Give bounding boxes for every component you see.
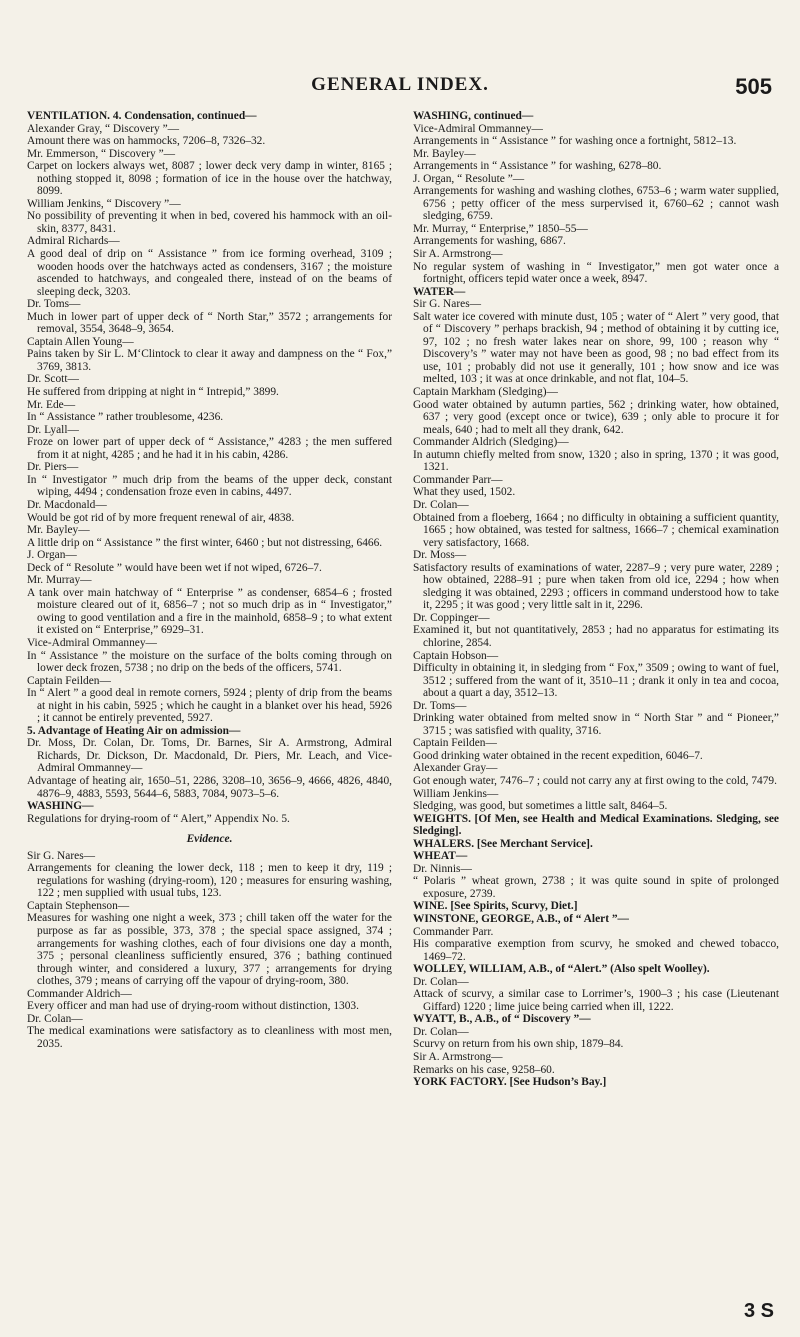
index-entry: Sledging, was good, but sometimes a little salt, 8464–5. <box>413 800 668 813</box>
index-witness: Dr. Toms— <box>413 699 467 712</box>
page-title: GENERAL INDEX. <box>311 74 489 95</box>
index-entry: Would be got rid of by more frequent renewal of air, 4838. <box>27 511 295 524</box>
index-witness: Dr. Colan— <box>413 975 469 988</box>
index-entry: Arrangements for cleaning the lower deck, 118 ; men to keep it dry, 119 ; regulations for washing (drying-room), 120 ; measures for ensuring washing, 122 ; men supplied with usual tubs, 123. <box>27 862 392 900</box>
index-entry: A good deal of drip on “ Assistance ” from ice forming overhead, 3109 ; wooden hoods over the hatchways acted as condensers, 3167 ; the moisture ascended to hatchways, and congealed there, instead of on the beams of sleeping deck, 3203. <box>27 248 392 298</box>
index-entry: The medical examinations were satisfactory as to cleanliness with most men, 2035. <box>27 1025 392 1050</box>
index-entry: Dr. Moss, Dr. Colan, Dr. Toms, Dr. Barnes, Sir A. Armstrong, Admiral Richards, Dr. Dickson, Dr. Macdonald, Dr. Piers, Mr. Leach, and Vice-Admiral Ommanney— <box>27 737 392 775</box>
left-column <box>27 110 392 1050</box>
index-witness: Dr. Scott— <box>27 373 79 386</box>
page-number: 505 <box>735 74 772 99</box>
index-entry: A tank over main hatchway of “ Enterprise ” as condenser, 6854–6 ; frosted moisture cleared out of it, 6856–7 ; not so much drip as in “ Investigator,” owing to good ventilation and a fire in the mainhold, 6858–9 ; to what extent it existed on “ Enterprise,” 6929–31. <box>27 586 392 637</box>
index-entry: He suffered from dripping at night in “ Intrepid,” 3899. <box>27 386 279 399</box>
index-witness: Captain Markham (Sledging)— <box>413 386 558 399</box>
index-witness: Sir G. Nares— <box>413 298 482 311</box>
index-heading: WYATT, B., A.B., of “ Discovery ”— <box>413 1013 591 1026</box>
index-heading: WASHING, continued— <box>413 110 534 122</box>
index-witness: Dr. Colan— <box>413 498 469 511</box>
index-witness: Mr. Emmerson, “ Discovery ”— <box>27 147 176 160</box>
index-witness: Dr. Toms— <box>27 298 81 311</box>
index-witness: Mr. Murray— <box>27 574 92 587</box>
index-subheading: 5. Advantage of Heating Air on admission— <box>27 724 241 737</box>
index-heading: VENTILATION. 4. Condensation, continued— <box>27 110 257 122</box>
index-entry: Pains taken by Sir L. M‘Clintock to clear it away and dampness on the “ Fox,” 3769, 3813. <box>27 348 392 373</box>
index-entry: Froze on lower part of upper deck of “ Assistance,” 4283 ; the men suffered from it at night, 4285 ; and he had it in his cabin, 4286. <box>27 436 392 461</box>
index-entry: Obtained from a floeberg, 1664 ; no difficulty in obtaining a sufficient quantity, 1665 ; how obtained, was tested for saltness, 1666–7 ; chemical examination very satisfactory, 1668. <box>413 511 779 549</box>
index-entry: In “ Assistance ” the moisture on the surface of the bolts coming through on lower deck frozen, 5738 ; no drip on the beds of the officers, 5741. <box>27 649 392 675</box>
index-entry: In “ Assistance ” rather troublesome, 4236. <box>27 411 224 424</box>
index-entry: Good water obtained by autumn parties, 562 ; drinking water, how obtained, 637 ; very good (except once or twice), 639 ; only able to procure it for meals, 640 ; had to melt all they drank, 642. <box>413 398 779 436</box>
index-entry: Salt water ice covered with minute dust, 105 ; water of “ Alert ” very good, that of “ Discovery ” perhaps brackish, 94 ; method of obtaining it by cutting ice, 97, 102 ; no fresh water lakes near on shore, 99, 100 ; reason why “ Discovery’s ” water may not have been as good, 98 ; no bad effect from its use, 101 ; probably did not use it generally, 101 ; how snow and ice was melted, 103 ; it was at once drinkable, and not flat, 104–5. <box>413 310 779 386</box>
index-entry: Regulations for drying-room of “ Alert,” Appendix No. 5. <box>27 812 290 825</box>
index-entry: Drinking water obtained from melted snow in “ North Star ” and “ Pioneer,” 3715 ; was satisfied with quality, 3716. <box>413 712 779 737</box>
index-entry: Deck of “ Resolute ” would have been wet if not wiped, 6726–7. <box>27 561 322 574</box>
index-entry: Scurvy on return from his own ship, 1879–84. <box>413 1038 624 1051</box>
index-witness: Dr. Macdonald— <box>27 498 107 511</box>
index-heading: WHALERS. [See Merchant Service]. <box>413 837 593 850</box>
index-witness: Commander Parr— <box>413 473 503 486</box>
index-entry: Arrangements in “ Assistance ” for washing once a fortnight, 5812–13. <box>413 135 737 148</box>
index-entry: Satisfactory results of examinations of water, 2287–9 ; very pure water, 2289 ; how obtained, 2288–91 ; pure when taken from old ice, 2294 ; how when sledging it was obtained, 2293 ; officers in command understood how to take it, 2295 ; it was good ; very little salt in it, 2296. <box>413 561 779 612</box>
index-entry: What they used, 1502. <box>413 486 516 499</box>
index-entry: No regular system of washing in “ Investigator,” men got water once a fortnight, officers tepid water once a week, 8947. <box>413 260 779 286</box>
index-heading: WINE. [See Spirits, Scurvy, Diet.] <box>413 900 578 913</box>
index-entry: Attack of scurvy, a similar case to Lorrimer’s, 1900–3 ; his case (Lieutenant Giffard) 1220 ; lime juice being carried when ill, 1222. <box>413 988 779 1013</box>
index-entry: Much in lower part of upper deck of “ North Star,” 3572 ; arrangements for removal, 3554, 3648–9, 3654. <box>27 310 392 336</box>
index-heading: WHEAT— <box>413 850 468 863</box>
index-witness: Captain Hobson— <box>413 649 499 662</box>
index-witness: Commander Parr. <box>413 925 494 938</box>
right-column <box>413 110 779 1089</box>
index-witness: Dr. Ninnis— <box>413 862 472 875</box>
index-entry: Arrangements for washing, 6867. <box>413 235 566 248</box>
index-witness: Dr. Lyall— <box>27 423 79 436</box>
index-witness: Dr. Coppinger— <box>413 611 490 624</box>
running-head <box>0 74 800 98</box>
index-entry: Every officer and man had use of drying-room without distinction, 1303. <box>27 1000 359 1013</box>
index-witness: J. Organ— <box>27 549 77 562</box>
index-witness: Mr. Bayley— <box>27 524 90 537</box>
index-entry: Advantage of heating air, 1650–51, 2286, 3208–10, 3656–9, 4666, 4826, 4840, 4876–9, 4883, 5593, 5644–6, 5883, 7084, 9073–5–6. <box>27 774 392 800</box>
index-entry: Got enough water, 7476–7 ; could not carry any at first owing to the cold, 7479. <box>413 774 777 787</box>
index-witness: Dr. Piers— <box>27 461 79 474</box>
index-heading: WATER— <box>413 285 466 298</box>
index-entry: Measures for washing one night a week, 373 ; chill taken off the water for the purpose as far as possible, 373, 378 ; the special space assigned, 374 ; arrangements for washing clothes, each of four divisions one day a month, 375 ; personal cleanliness sufficiently ensured, 376 ; bathing continued through winter, and considered a luxury, 377 ; arrangements for drying clothes, 379 ; means of carrying off the vapour of drying-room, 380. <box>27 912 392 988</box>
index-entry: A little drip on “ Assistance ” the first winter, 6460 ; but not distressing, 6466. <box>27 536 383 549</box>
index-witness: Dr. Moss— <box>413 549 467 562</box>
index-witness: Dr. Colan— <box>413 1025 469 1038</box>
index-witness: Sir A. Armstrong— <box>413 248 503 261</box>
index-heading: WOLLEY, WILLIAM, A.B., of “Alert.” (Also spelt Woolley). <box>413 963 710 976</box>
index-witness: Captain Feilden— <box>413 737 497 750</box>
index-witness: J. Organ, “ Resolute ”— <box>413 172 525 185</box>
index-entry: In “ Investigator ” much drip from the beams of the upper deck, constant wiping, 4494 ; condensation froze even in cabins, 4497. <box>27 473 392 499</box>
index-witness: Commander Aldrich (Sledging)— <box>413 436 569 449</box>
index-entry: Carpet on lockers always wet, 8087 ; lower deck very damp in winter, 8165 ; nothing stopped it, 8098 ; formation of ice in the house over the hatchway, 8099. <box>27 160 392 198</box>
index-heading: WEIGHTS. [Of Men, see Health and Medical Examinations. Sledging, see Sledging]. <box>413 812 779 838</box>
index-entry: Examined it, but not quantitatively, 2853 ; had no apparatus for estimating its chlorine, 2854. <box>413 624 779 649</box>
index-witness: Dr. Colan— <box>27 1012 83 1025</box>
index-heading: YORK FACTORY. [See Hudson’s Bay.] <box>413 1076 607 1089</box>
index-witness: Alexander Gray— <box>413 762 498 775</box>
index-entry: Arrangements for washing and washing clothes, 6753–6 ; warm water supplied, 6756 ; petty officer of the mess surpervised it, 6760–62 ; cannot wash sledging, 6759. <box>413 185 779 223</box>
section-label: Evidence. <box>186 833 233 846</box>
index-witness: William Jenkins— <box>413 787 499 800</box>
index-witness: Mr. Ede— <box>27 398 76 411</box>
index-entry: Remarks on his case, 9258–60. <box>413 1063 555 1076</box>
index-entry: Good drinking water obtained in the recent expedition, 6046–7. <box>413 749 703 762</box>
index-witness: Sir G. Nares— <box>27 849 96 862</box>
index-witness: Admiral Richards— <box>27 235 120 248</box>
index-entry: In autumn chiefly melted from snow, 1320 ; also in spring, 1370 ; it was good, 1321. <box>413 448 779 474</box>
index-witness: Alexander Gray, “ Discovery ”— <box>27 122 180 135</box>
index-entry: In “ Alert ” a good deal in remote corners, 5924 ; plenty of drip from the beams at night in his cabin, 5925 ; which he caught in a blanket over his head, 5926 ; it cannot be entirely prevented, 5927. <box>27 687 392 725</box>
index-witness: Captain Allen Young— <box>27 335 134 348</box>
signature-mark: 3 S <box>744 1300 775 1322</box>
index-heading: WASHING— <box>27 800 94 813</box>
index-witness: Captain Feilden— <box>27 674 111 687</box>
index-witness: Commander Aldrich— <box>27 987 132 1000</box>
index-entry: Difficulty in obtaining it, in sledging from “ Fox,” 3509 ; owing to want of fuel, 3512 ; suffered from the want of it, 3510–11 ; drank it only in tea and cocoa, about a quart a day, 3512–13. <box>413 662 779 700</box>
index-witness: William Jenkins, “ Discovery ”— <box>27 197 181 210</box>
index-witness: Mr. Murray, “ Enterprise,” 1850–55— <box>413 222 588 235</box>
index-entry: Amount there was on hammocks, 7206–8, 7326–32. <box>27 135 266 148</box>
index-witness: Captain Stephenson— <box>27 899 130 912</box>
index-entry: “ Polaris ” wheat grown, 2738 ; it was quite sound in spite of prolonged exposure, 2739. <box>413 875 779 900</box>
index-witness: Vice-Admiral Ommanney— <box>413 122 543 135</box>
index-heading: WINSTONE, GEORGE, A.B., of “ Alert ”— <box>413 913 629 925</box>
index-witness: Sir A. Armstrong— <box>413 1051 503 1064</box>
index-entry: No possibility of preventing it when in bed, covered his hammock with an oil-skin, 8377, 8431. <box>27 210 392 235</box>
index-entry: Arrangements in “ Assistance ” for washing, 6278–80. <box>413 160 662 173</box>
index-witness: Vice-Admiral Ommanney— <box>27 636 157 649</box>
index-entry: His comparative exemption from scurvy, he smoked and chewed tobacco, 1469–72. <box>413 938 779 963</box>
index-witness: Mr. Bayley— <box>413 147 476 160</box>
